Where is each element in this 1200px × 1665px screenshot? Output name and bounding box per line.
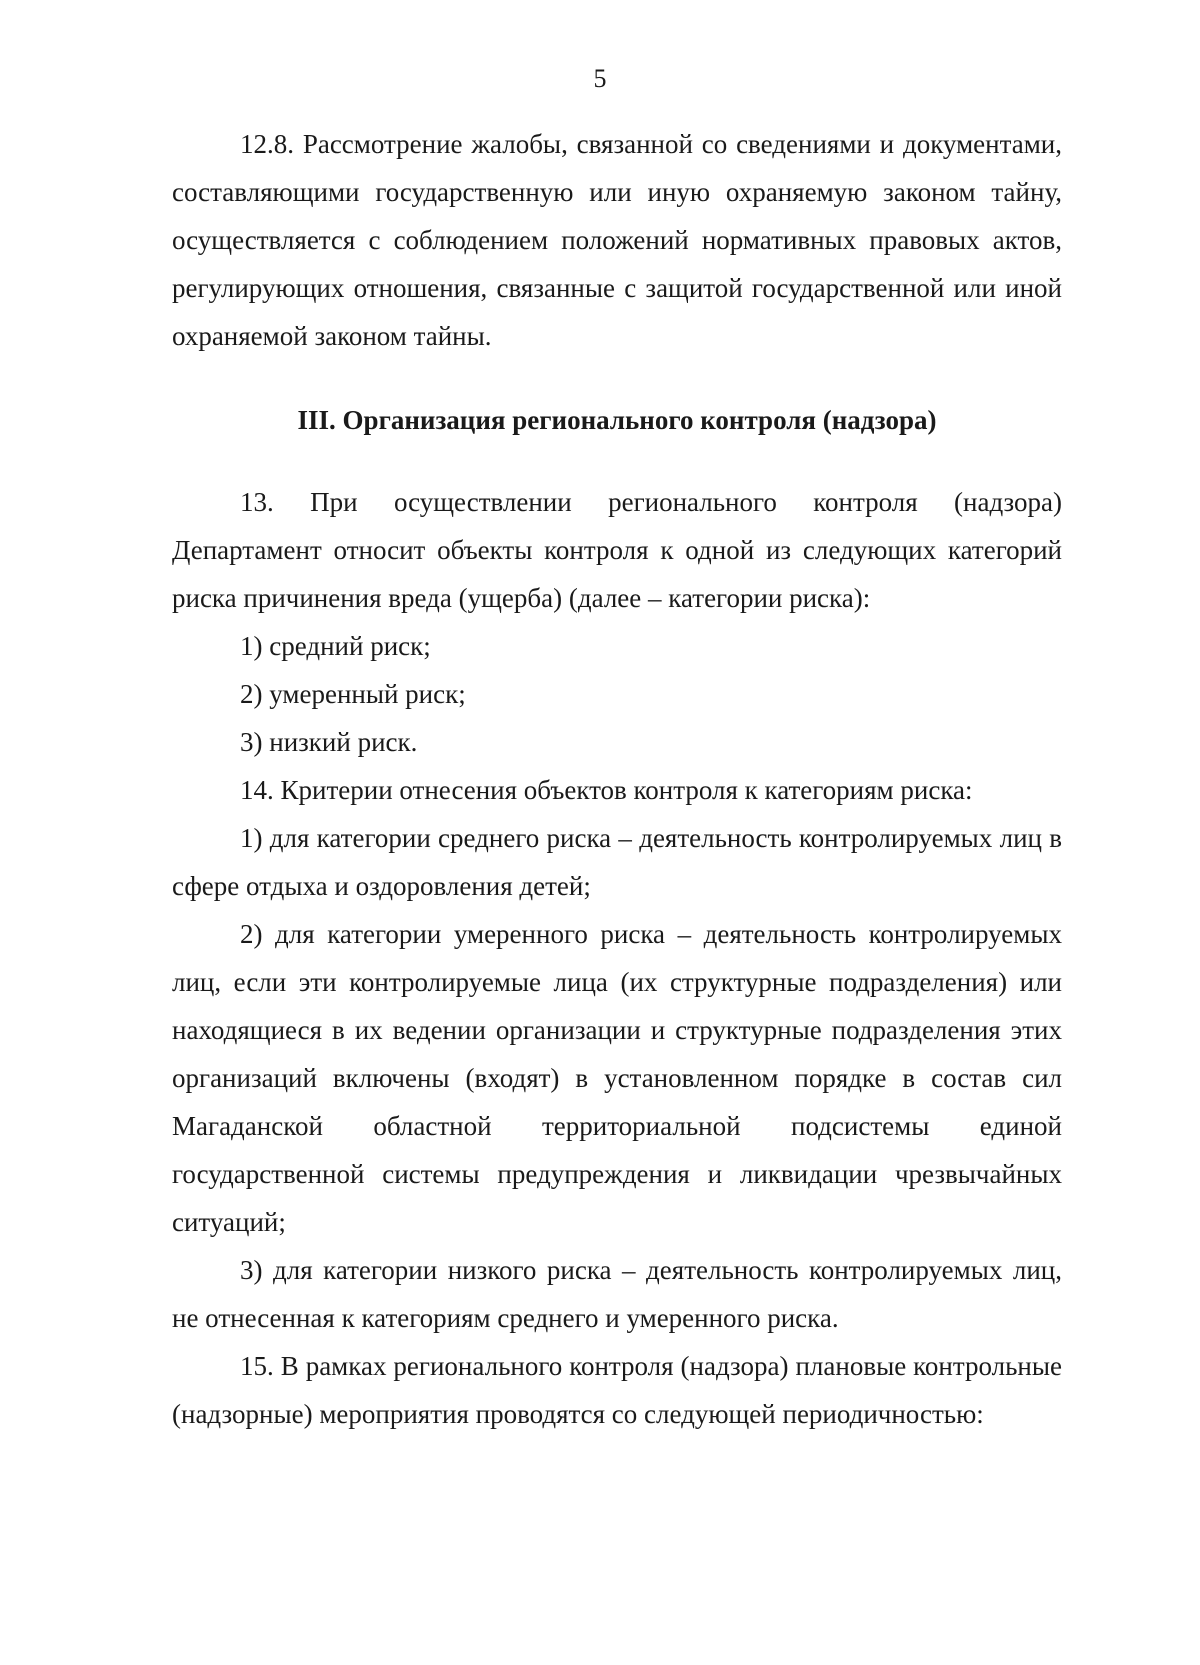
page-number: 5 [593, 64, 607, 93]
paragraph-14: 14. Критерии отнесения объектов контроля к категориям риска: [240, 775, 973, 805]
section-heading-iii: III. Организация регионального контроля (надзора) [297, 405, 937, 435]
list-item-13-3: 3) низкий риск. [240, 727, 418, 757]
list-item-14-3: 3) для категории низкого риска – деятельность контролируемых лиц, не отнесенная к категориям среднего и умеренного риска. [172, 1255, 1062, 1333]
paragraph-13: 13. При осуществлении регионального контроля (надзора) Департамент относит объекты контроля к одной из следующих категорий риска причинения вреда (ущерба) (далее – категории риска): [172, 487, 1062, 613]
list-item-13-2: 2) умеренный риск; [240, 679, 466, 709]
document-body [172, 120, 1062, 1438]
paragraph-15: 15. В рамках регионального контроля (надзора) плановые контрольные (надзорные) мероприятия проводятся со следующей периодичностью: [172, 1351, 1062, 1429]
paragraph-12-8: 12.8. Рассмотрение жалобы, связанной со сведениями и документами, составляющими государственную или иную охраняемую законом тайну, осуществляется с соблюдением положений нормативных правовых актов, регулирующих отношения, связанные с защитой государственной или иной охраняемой законом тайны. [172, 129, 1062, 351]
list-item-13-1: 1) средний риск; [240, 631, 431, 661]
list-item-14-1: 1) для категории среднего риска – деятельность контролируемых лиц в сфере отдыха и оздоровления детей; [172, 823, 1062, 901]
list-item-14-2: 2) для категории умеренного риска – деятельность контролируемых лиц, если эти контролируемые лица (их структурные подразделения) или находящиеся в их ведении организации и структурные подразделения этих организаций включены (входят) в установленном порядке в состав сил Магаданской областной территориальной подсистемы единой государственной системы предупреждения и ликвидации чрезвычайных ситуаций; [172, 919, 1062, 1237]
